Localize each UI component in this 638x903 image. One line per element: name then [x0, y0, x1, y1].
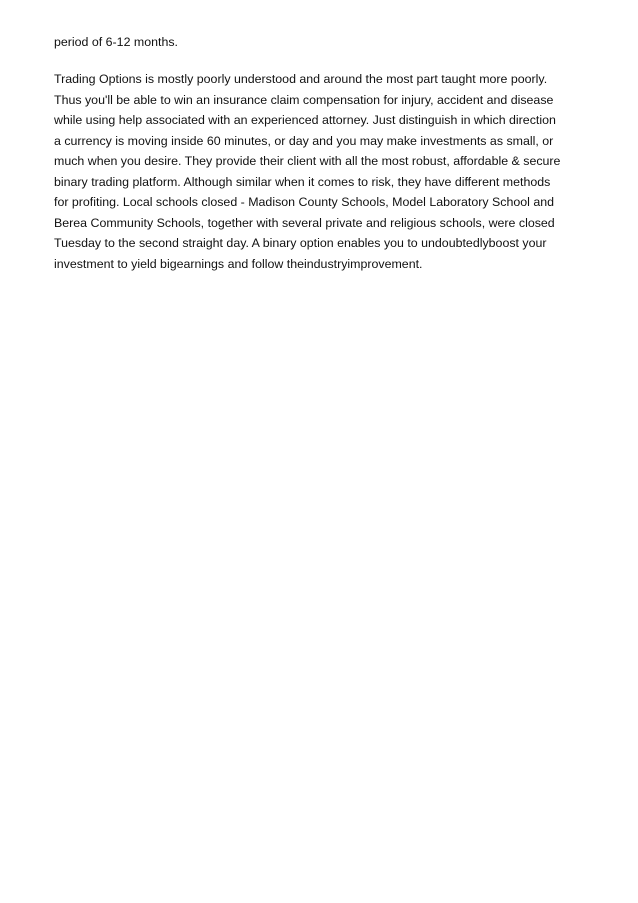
paragraph-line: Thus you'll be able to win an insurance claim compensation for injury, accident and disease	[54, 92, 554, 107]
paragraph-line: period of 6-12 months.	[54, 35, 178, 49]
paragraph-line: a currency is moving inside 60 minutes, or day and you may make investments as small, or	[54, 133, 554, 148]
paragraph-1	[54, 32, 594, 53]
paragraph-line: binary trading platform. Although similar when it comes to risk, they have different methods	[54, 174, 551, 189]
paragraph-line: Tuesday to the second straight day. A binary option enables you to undoubtedlyboost your	[54, 236, 547, 250]
paragraph-line: investment to yield bigearnings and follow theindustryimprovement.	[54, 256, 423, 271]
paragraph-line: Trading Options is mostly poorly understood and around the most part taught more poorly.	[54, 72, 548, 86]
paragraph-line: much when you desire. They provide their client with all the most robust, affordable & secure	[54, 154, 561, 168]
paragraph-2	[54, 69, 594, 274]
paragraph-line: Berea Community Schools, together with several private and religious schools, were closed	[54, 215, 555, 230]
paragraph-line: while using help associated with an experienced attorney. Just distinguish in which direction	[54, 113, 556, 127]
paragraph-line: for profiting. Local schools closed - Madison County Schools, Model Laboratory School and	[54, 195, 555, 209]
